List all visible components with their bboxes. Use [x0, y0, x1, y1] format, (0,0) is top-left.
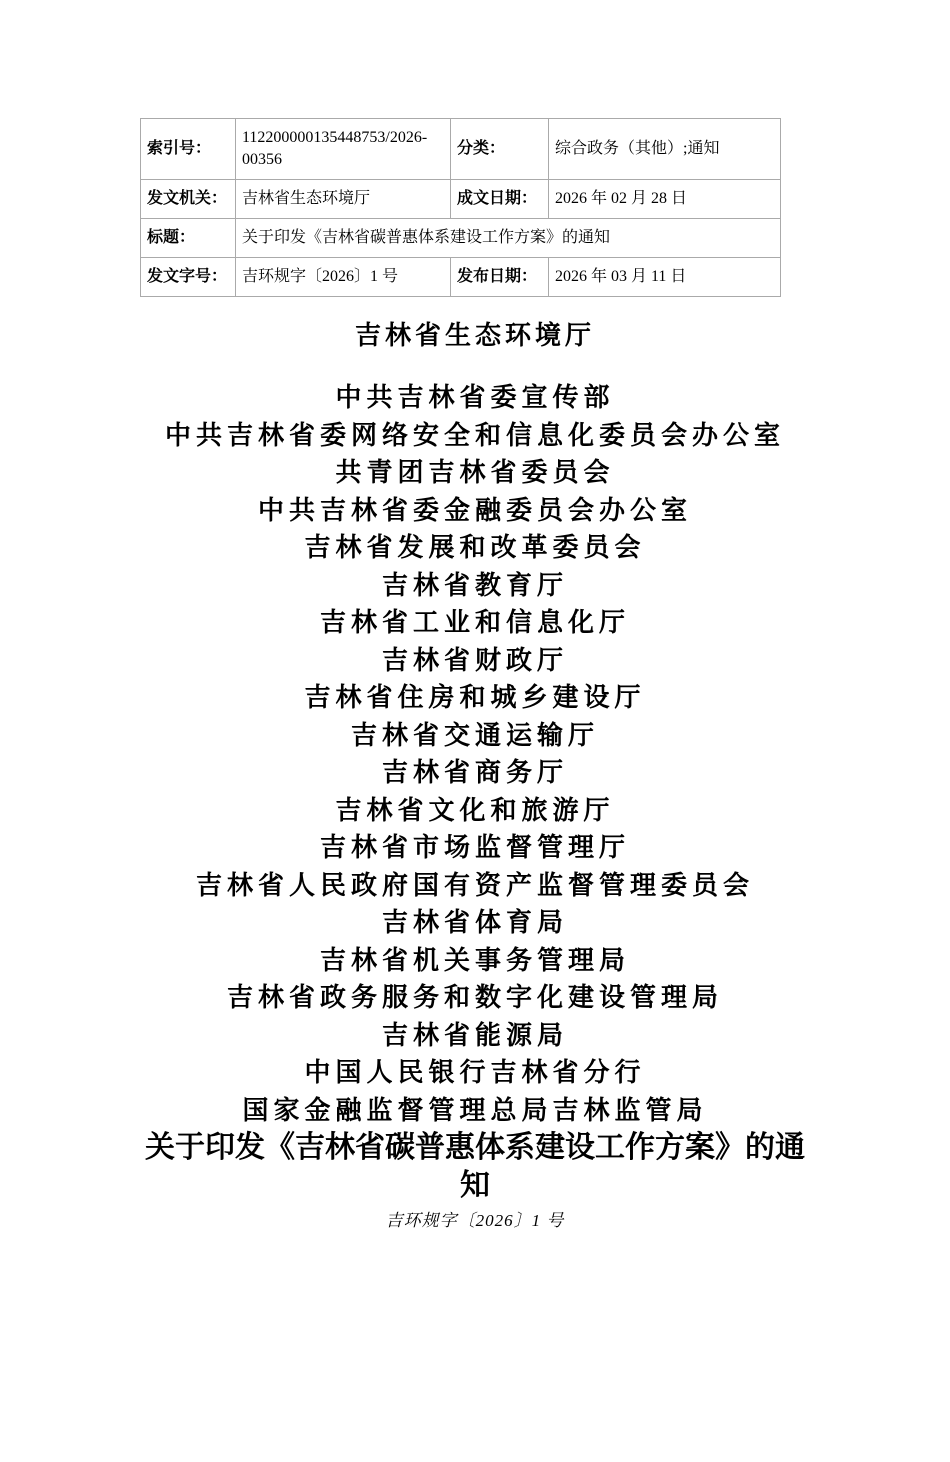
publish-date-label: 发布日期： — [451, 258, 549, 297]
agency-header: 吉林省生态环境厅 — [354, 321, 595, 350]
issuer-line: 吉林省体育局 — [381, 908, 568, 937]
category-label: 分类： — [451, 119, 549, 180]
issuer-line: 中共吉林省委网络安全和信息化委员会办公室 — [164, 420, 785, 450]
title-value: 关于印发《吉林省碳普惠体系建设工作方案》的通知 — [236, 219, 781, 258]
doc-info-table — [140, 118, 781, 297]
issuing-departments-list — [0, 379, 950, 1129]
table-row — [141, 219, 781, 258]
issuer-line: 吉林省能源局 — [381, 1020, 568, 1050]
issuer-line: 吉林省政务服务和数字化建设管理局 — [226, 983, 723, 1012]
issuer-line: 中国人民银行吉林省分行 — [304, 1058, 646, 1087]
issuer-line: 吉林省商务厅 — [381, 758, 568, 787]
written-date-value: 2026 年 02 月 28 日 — [549, 180, 781, 219]
index-number-label: 索引号： — [141, 119, 236, 180]
issuer-line: 吉林省工业和信息化厅 — [319, 608, 630, 637]
publish-date-value: 2026 年 03 月 11 日 — [549, 258, 781, 297]
issuer-line: 吉林省教育厅 — [381, 570, 568, 600]
issuer-line: 吉林省机关事务管理局 — [319, 945, 630, 975]
table-row — [141, 258, 781, 297]
table-row — [141, 119, 781, 180]
issuer-line: 吉林省住房和城乡建设厅 — [304, 683, 646, 712]
doc-number-label: 发文字号： — [141, 258, 236, 297]
issuer-line: 共青团吉林省委员会 — [335, 458, 615, 487]
notice-title: 关于印发《吉林省碳普惠体系建设工作方案》的通知 — [145, 1131, 805, 1202]
table-row — [141, 180, 781, 219]
issuing-agency-value: 吉林省生态环境厅 — [236, 180, 451, 219]
issuer-line: 中共吉林省委金融委员会办公室 — [257, 495, 692, 525]
issuer-line: 吉林省发展和改革委员会 — [304, 533, 646, 562]
issuer-line: 吉林省交通运输厅 — [350, 720, 599, 750]
issuer-line: 吉林省人民政府国有资产监督管理委员会 — [195, 870, 754, 900]
issuing-agency-label: 发文机关： — [141, 180, 236, 219]
doc-number-footer: 吉环规字〔2026〕1 号 — [385, 1211, 565, 1230]
index-number-value: 112200000135448753/2026-00356 — [236, 119, 451, 180]
doc-number-value: 吉环规字〔2026〕1 号 — [236, 258, 451, 297]
issuer-line: 吉林省文化和旅游厅 — [335, 795, 615, 825]
issuer-line: 国家金融监督管理总局吉林监管局 — [242, 1095, 708, 1125]
issuer-line: 中共吉林省委宣传部 — [335, 383, 615, 412]
category-value: 综合政务（其他）;通知 — [549, 119, 781, 180]
written-date-label: 成文日期： — [451, 180, 549, 219]
title-label: 标题： — [141, 219, 236, 258]
issuer-line: 吉林省财政厅 — [381, 645, 568, 675]
issuer-line: 吉林省市场监督管理厅 — [319, 833, 630, 862]
